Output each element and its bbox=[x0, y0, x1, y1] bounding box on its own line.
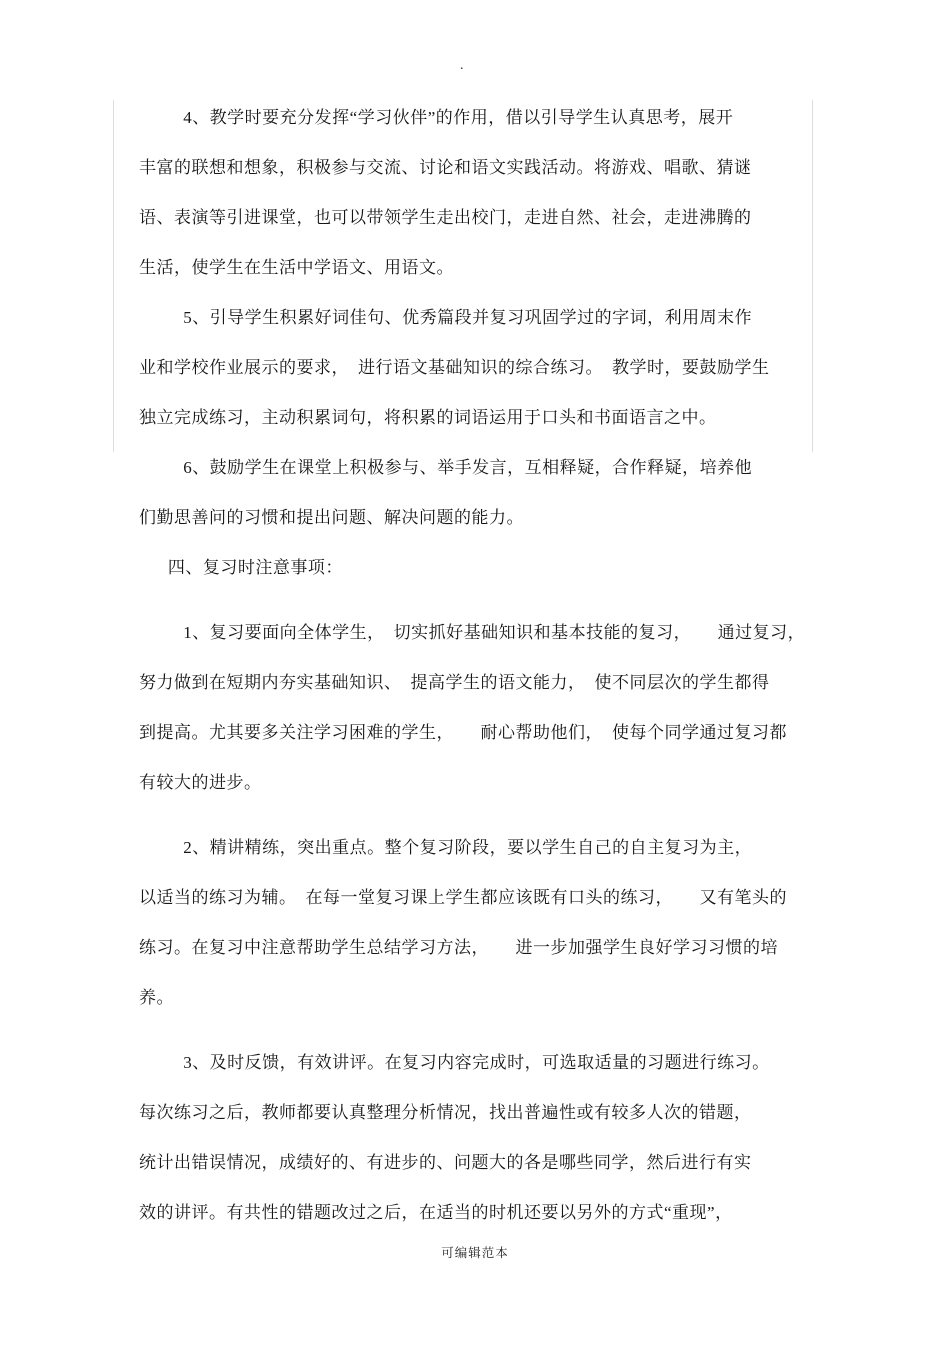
section-heading bbox=[139, 543, 815, 593]
text-line: 生活，使学生在生活中学语文、用语文。 bbox=[139, 258, 454, 277]
paragraph bbox=[139, 443, 815, 543]
text-line: 到提高。尤其要多关注学习困难的学生， 耐心帮助他们， 使每个同学通过复习都 bbox=[139, 723, 787, 742]
text-line: 独立完成练习，主动积累词句，将积累的词语运用于口头和书面语言之中。 bbox=[139, 408, 717, 427]
text-line: 语、表演等引进课堂，也可以带领学生走出校门，走进自然、社会，走进沸腾的 bbox=[139, 208, 752, 227]
text-line: 效的讲评。有共性的错题改过之后，在适当的时机还要以另外的方式“重现”， bbox=[139, 1203, 733, 1222]
document-body bbox=[139, 93, 815, 1238]
page-top-mark: . bbox=[460, 58, 464, 73]
text-line: 每次练习之后，教师都要认真整理分析情况，找出普遍性或有较多人次的错题， bbox=[139, 1103, 752, 1122]
text-line: 们勤思善问的习惯和提出问题、解决问题的能力。 bbox=[139, 508, 524, 527]
text-line: 以适当的练习为辅。 在每一堂复习课上学生都应该既有口头的练习， 又有笔头的 bbox=[139, 888, 787, 907]
paragraph bbox=[139, 293, 815, 443]
text-line: 5、引导学生积累好词佳句、优秀篇段并复习巩固学过的字词，利用周末作 bbox=[183, 308, 753, 327]
footer-watermark: 可编辑范本 bbox=[441, 1246, 509, 1260]
text-line: 业和学校作业展示的要求， 进行语文基础知识的综合练习。 教学时，要鼓励学生 bbox=[139, 358, 770, 377]
text-line: 养。 bbox=[139, 988, 174, 1007]
text-line: 4、教学时要充分发挥“学习伙伴”的作用，借以引导学生认真思考，展开 bbox=[183, 108, 734, 127]
paragraph bbox=[139, 823, 815, 1023]
text-line: 2、精讲精练，突出重点。整个复习阶段，要以学生自己的自主复习为主， bbox=[183, 838, 753, 857]
text-line: 练习。在复习中注意帮助学生总结学习方法， 进一步加强学生良好学习习惯的培 bbox=[139, 938, 778, 957]
text-line: 有较大的进步。 bbox=[139, 773, 262, 792]
paragraph bbox=[139, 93, 815, 293]
text-line: 四、复习时注意事项： bbox=[167, 558, 343, 577]
paragraph bbox=[139, 1038, 815, 1238]
text-line: 1、复习要面向全体学生， 切实抓好基础知识和基本技能的复习， 通过复习， bbox=[183, 623, 806, 642]
text-line: 3、及时反馈，有效讲评。在复习内容完成时，可选取适量的习题进行练习。 bbox=[183, 1053, 770, 1072]
paragraph bbox=[139, 608, 815, 808]
text-line: 努力做到在短期内夯实基础知识、 提高学生的语文能力， 使不同层次的学生都得 bbox=[139, 673, 770, 692]
text-line: 统计出错误情况，成绩好的、有进步的、问题大的各是哪些同学，然后进行有实 bbox=[139, 1153, 752, 1172]
text-line: 丰富的联想和想象，积极参与交流、讨论和语文实践活动。将游戏、唱歌、猜谜 bbox=[139, 158, 752, 177]
text-line: 6、鼓励学生在课堂上积极参与、举手发言，互相释疑，合作释疑，培养他 bbox=[183, 458, 753, 477]
